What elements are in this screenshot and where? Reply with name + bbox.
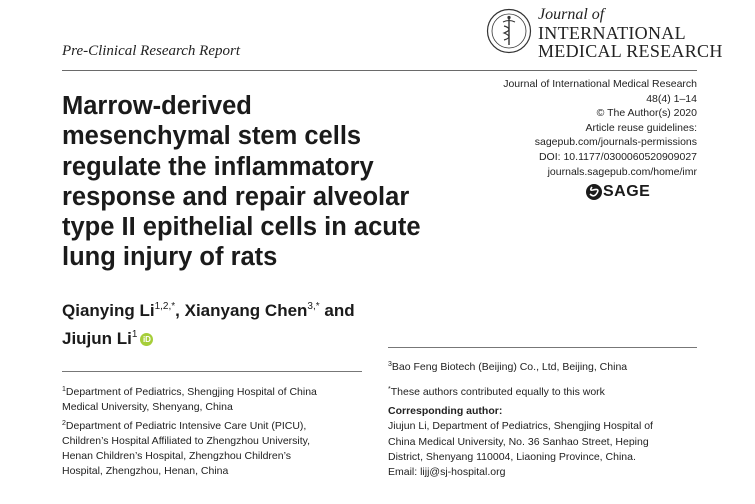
affiliation-number: 1 xyxy=(62,386,66,393)
affiliation-number: 2 xyxy=(62,419,66,427)
journal-name-line2: INTERNATIONAL xyxy=(538,23,686,43)
author-separator: , xyxy=(175,301,185,320)
title-line: lung injury of rats xyxy=(62,243,278,272)
author-separator: and xyxy=(319,301,355,320)
affiliation-text: Henan Children’s Hospital, Zhengzhou Children’s xyxy=(62,450,291,463)
author-list xyxy=(62,295,355,351)
author-affiliation-marker: 3,* xyxy=(307,301,320,312)
affiliation-text: Medical University, Shenyang, China xyxy=(62,401,233,414)
title-line: type II epithelial cells in acute xyxy=(62,213,421,242)
meta-permissions-link[interactable]: sagepub.com/journals-permissions xyxy=(534,136,697,149)
journal-name-line3: MEDICAL RESEARCH xyxy=(538,41,723,61)
orcid-icon[interactable]: iD xyxy=(140,333,153,346)
corresponding-author xyxy=(388,404,653,480)
affiliation-text: Department of Pediatrics, Shengjing Hospital of China xyxy=(65,386,317,398)
meta-doi[interactable]: DOI: 10.1177/0300060520909027 xyxy=(538,150,697,163)
article-title xyxy=(62,91,472,273)
affiliation-text: Department of Pediatric Intensive Care Unit (PICU), xyxy=(65,419,307,432)
affiliations-left xyxy=(62,382,317,480)
affiliation-text: Children’s Hospital Affiliated to Zhengzhou University, xyxy=(62,434,311,447)
author-affiliation-marker: 1,2,* xyxy=(154,301,176,312)
corresponding-text: District, Shenyang 110004, Liaoning Province, China. xyxy=(388,450,636,463)
meta-journal: Journal of International Medical Research xyxy=(503,78,697,90)
header-divider xyxy=(62,70,697,71)
footnote-marker: * xyxy=(388,386,391,393)
affiliation-number: 3 xyxy=(388,361,392,368)
footnote-divider xyxy=(388,347,697,348)
report-type: Pre-Clinical Research Report xyxy=(62,43,241,59)
affiliation-text: Bao Feng Biotech (Beijing) Co., Ltd, Beijing, China xyxy=(391,361,628,373)
author-name: Jiujun Li xyxy=(62,329,132,348)
journal-seal-logo xyxy=(486,8,532,54)
journal-name-logo xyxy=(538,6,723,60)
corresponding-text: China Medical University, No. 36 Sanhao Street, Heping xyxy=(388,435,649,448)
title-line: regulate the inflammatory xyxy=(62,152,374,181)
equal-contribution-note xyxy=(388,382,605,400)
author-name: Qianying Li xyxy=(62,301,155,320)
affiliation-3 xyxy=(388,357,627,375)
affiliation-divider xyxy=(62,371,362,372)
title-line: response and repair alveolar xyxy=(62,182,410,211)
meta-volume: 48(4) 1–14 xyxy=(646,92,697,105)
corresponding-text: Jiujun Li, Department of Pediatrics, Shengjing Hospital of xyxy=(388,420,653,433)
sage-logo xyxy=(585,183,697,201)
meta-copyright: © The Author(s) 2020 xyxy=(596,107,697,120)
title-line: Marrow-derived xyxy=(62,92,252,120)
corresponding-email[interactable]: Email: lijj@sj-hospital.org xyxy=(388,466,506,479)
meta-reuse: Article reuse guidelines: xyxy=(585,121,697,134)
affiliation-text: Hospital, Zhengzhou, Henan, China xyxy=(62,465,229,478)
author-affiliation-marker: 1 xyxy=(131,329,138,340)
title-line: mesenchymal stem cells xyxy=(62,122,362,151)
meta-homepage-link[interactable]: journals.sagepub.com/home/imr xyxy=(547,165,697,178)
sage-wordmark: SAGE xyxy=(603,183,651,200)
corresponding-heading: Corresponding author: xyxy=(388,405,503,417)
author-name: Xianyang Chen xyxy=(184,301,308,320)
journal-name-line1: Journal of xyxy=(538,6,605,23)
footnote-text: These authors contributed equally to this work xyxy=(390,386,605,398)
article-meta xyxy=(503,77,697,179)
